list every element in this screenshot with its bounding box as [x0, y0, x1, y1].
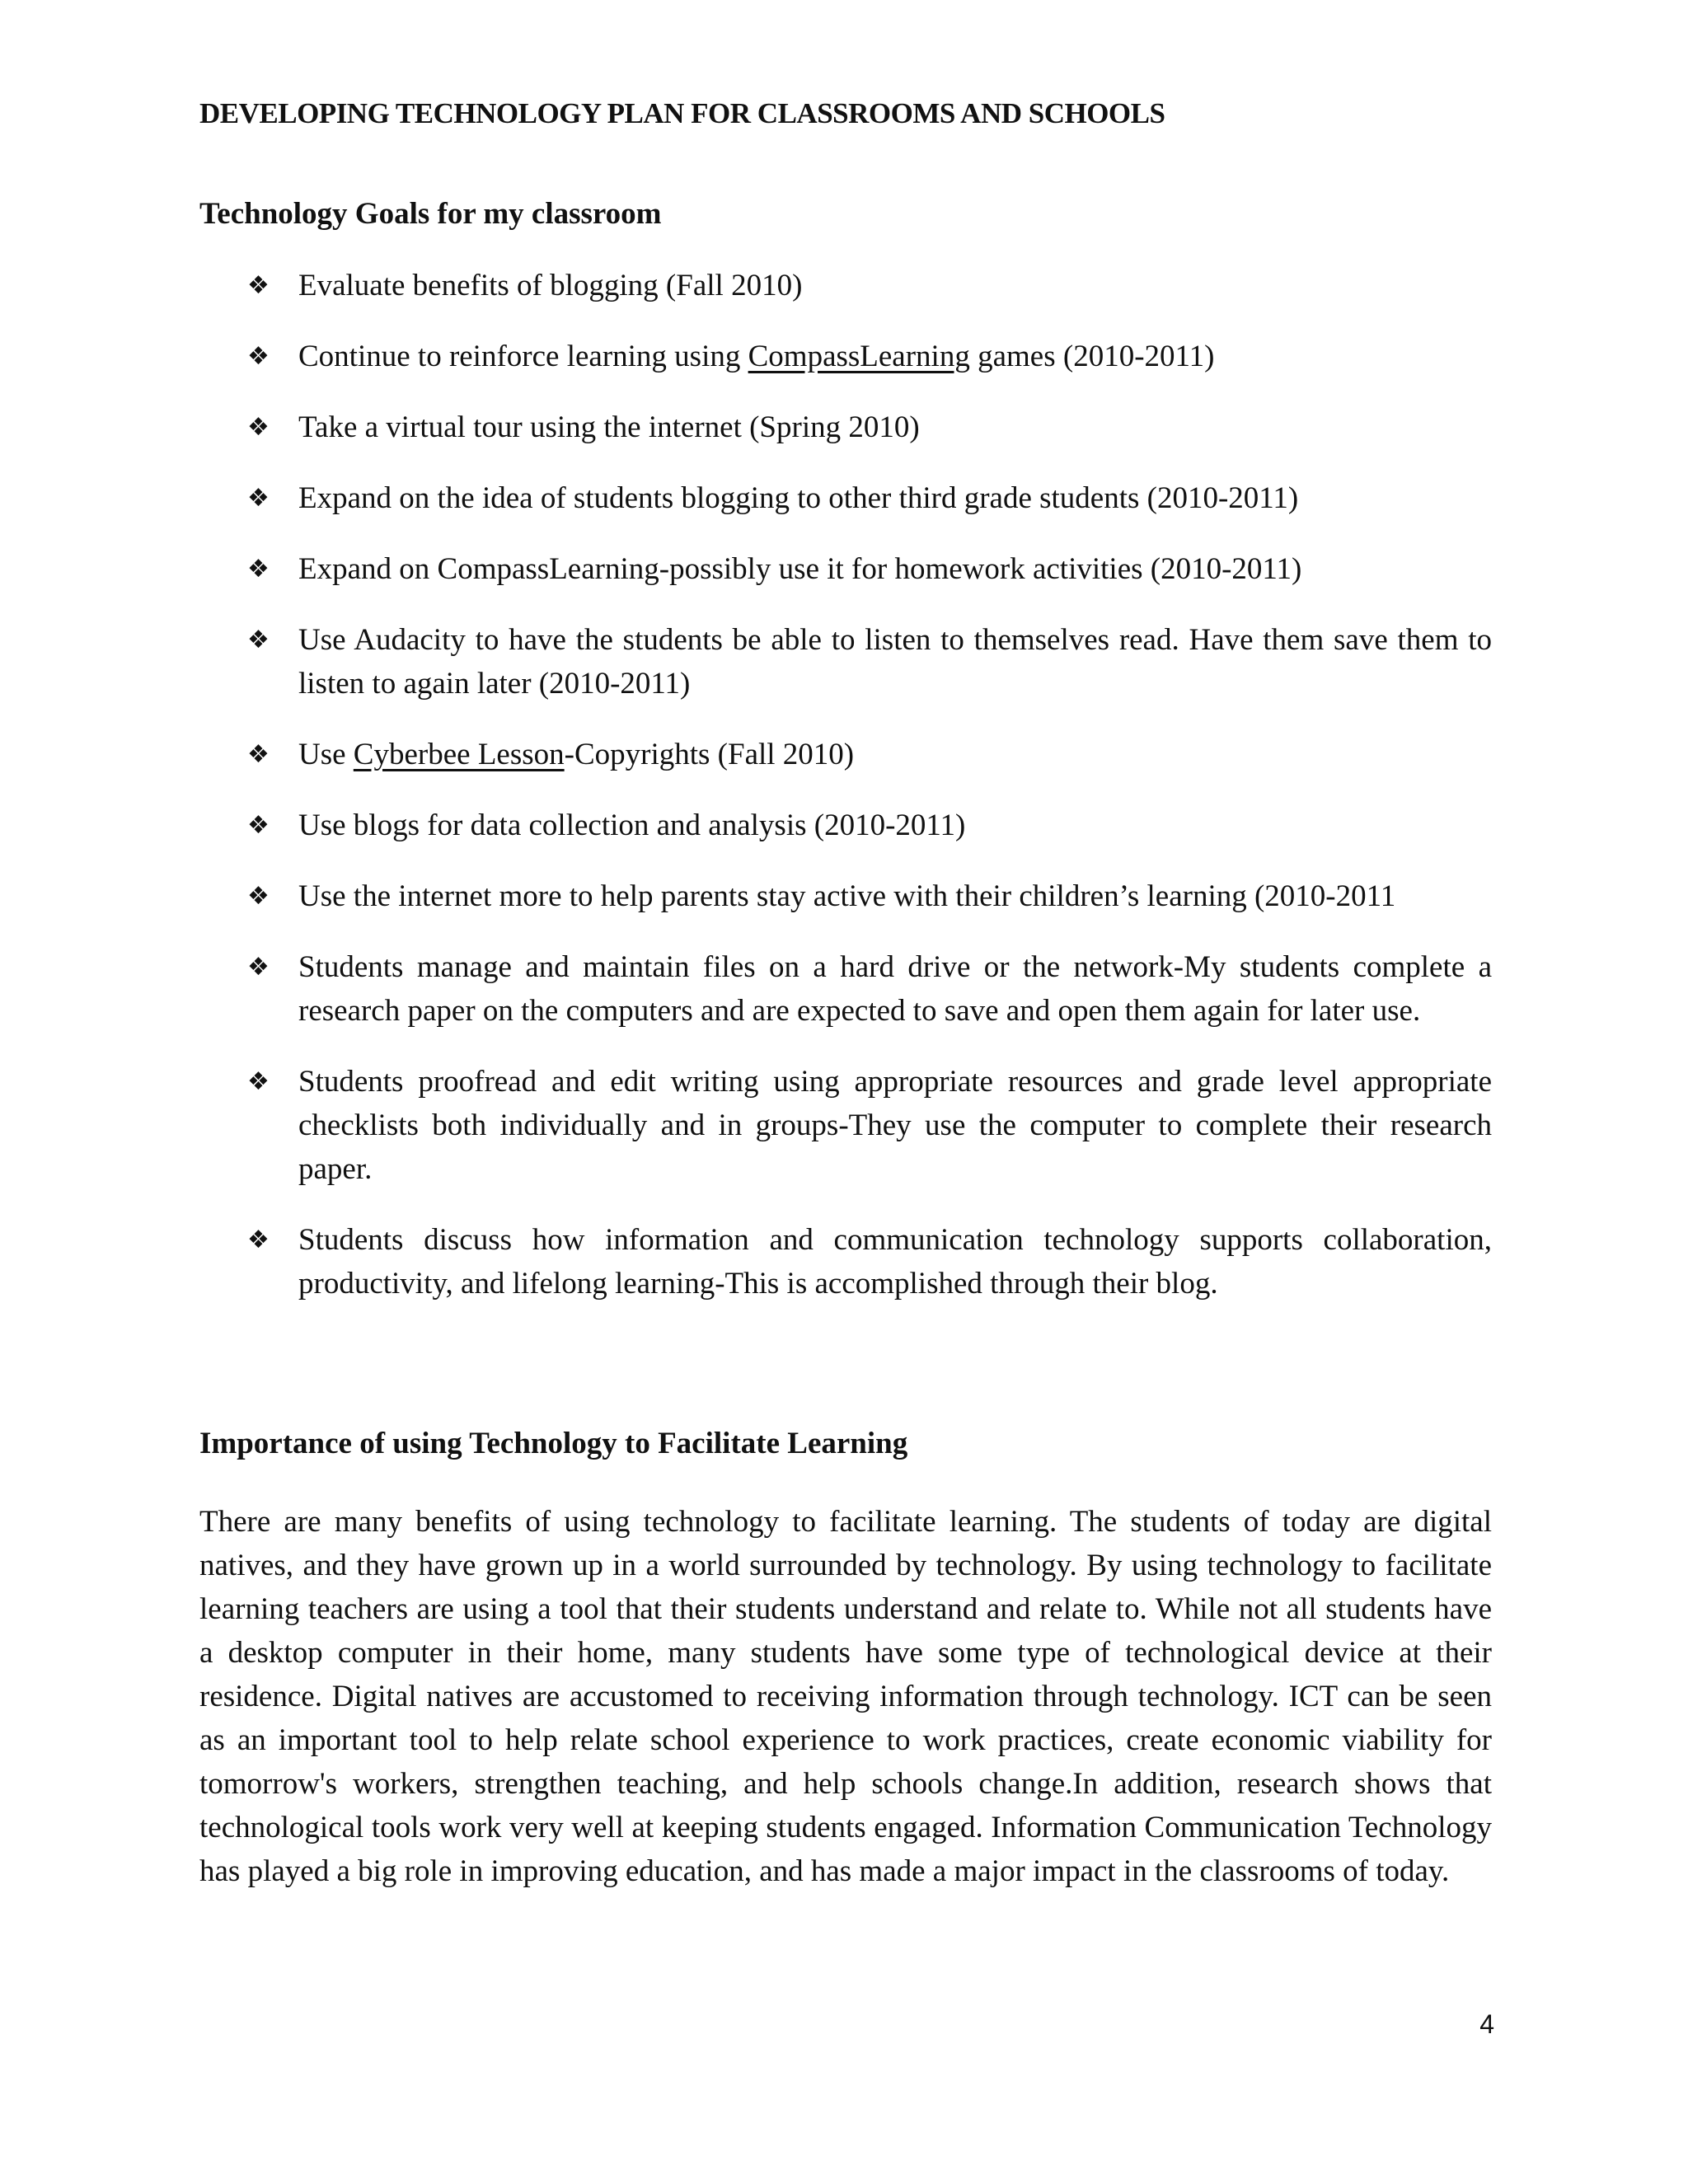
- goal-text: Use Audacity to have the students be able to listen to themselves read. Have them save them to listen to again later (2010-2011): [298, 623, 1492, 701]
- goal-text-continued: games (2010-2011): [969, 340, 1215, 373]
- goal-text-continued: -Copyrights (Fall 2010): [564, 738, 855, 771]
- goal-item: [199, 547, 1492, 591]
- diamond-bullet-icon: ❖: [247, 811, 270, 840]
- goal-text: Evaluate benefits of blogging (Fall 2010): [298, 269, 803, 302]
- diamond-bullet-icon: ❖: [247, 882, 270, 911]
- importance-heading: Importance of using Technology to Facilitate Learning: [199, 1427, 908, 1460]
- goal-link[interactable]: Cyberbee Lesson: [353, 738, 565, 771]
- goal-text: Expand on CompassLearning-possibly use it for homework activities (2010-2011): [298, 552, 1302, 586]
- goal-text: Students discuss how information and communication technology supports collaboration, productivity, and lifelong learning-This is accomplished through their blog.: [298, 1223, 1492, 1301]
- diamond-bullet-icon: ❖: [247, 342, 270, 371]
- goal-item: [199, 476, 1492, 520]
- goal-text: Students proofread and edit writing using appropriate resources and grade level appropriate checklists both individually and in groups-They use the computer to complete their research paper.: [298, 1065, 1492, 1186]
- goal-item: [199, 335, 1492, 378]
- goal-item: [199, 1060, 1492, 1191]
- diamond-bullet-icon: ❖: [247, 1226, 270, 1254]
- goal-text: Continue to reinforce learning using: [298, 340, 748, 373]
- goals-heading: Technology Goals for my classroom: [199, 197, 662, 231]
- goal-item: [199, 804, 1492, 847]
- goals-list: [199, 264, 1492, 1333]
- diamond-bullet-icon: ❖: [247, 271, 270, 300]
- goal-text: Expand on the idea of students blogging to other third grade students (2010-2011): [298, 481, 1299, 515]
- running-header-title: DEVELOPING TECHNOLOGY PLAN FOR CLASSROOMS AND SCHOOLS: [199, 97, 1165, 129]
- importance-paragraph: There are many benefits of using technology to facilitate learning. The students of today are digital natives, and they have grown up in a world surrounded by technology. By using technology to facilitate learning teachers are using a tool that their students understand and relate to. While not all students have a desktop computer in their home, many students have some type of technological device at their residence. Digital natives are accustomed to receiving information through technology. ICT can be seen as an important tool to help relate school experience to work practices, create economic viability for tomorrow's workers, strengthen teaching, and help schools change.In addition, research shows that technological tools work very well at keeping students engaged. Information Communication Technology has played a big role in improving education, and has made a major impact in the classrooms of today.: [199, 1505, 1492, 1888]
- diamond-bullet-icon: ❖: [247, 626, 270, 654]
- diamond-bullet-icon: ❖: [247, 953, 270, 982]
- goal-text: Take a virtual tour using the internet (Spring 2010): [298, 410, 920, 444]
- goal-item: [199, 1218, 1492, 1305]
- goal-item: [199, 874, 1492, 918]
- goal-item: [199, 264, 1492, 307]
- goal-text: Use the internet more to help parents stay active with their children’s learning (2010-2011: [298, 879, 1396, 913]
- goal-text: Use: [298, 738, 354, 771]
- goal-item: [199, 405, 1492, 449]
- diamond-bullet-icon: ❖: [247, 484, 270, 513]
- diamond-bullet-icon: ❖: [247, 555, 270, 583]
- goal-item: [199, 945, 1492, 1033]
- diamond-bullet-icon: ❖: [247, 1067, 270, 1096]
- goal-text: Use blogs for data collection and analysis (2010-2011): [298, 808, 966, 842]
- goal-link[interactable]: CompassLearning: [748, 340, 970, 373]
- diamond-bullet-icon: ❖: [247, 740, 270, 769]
- goal-item: [199, 733, 1492, 776]
- page-number: 4: [1479, 2009, 1494, 2039]
- goal-text: Students manage and maintain files on a hard drive or the network-My students complete a research paper on the computers and are expected to save and open them again for later use.: [298, 950, 1492, 1028]
- goal-item: [199, 618, 1492, 705]
- diamond-bullet-icon: ❖: [247, 413, 270, 442]
